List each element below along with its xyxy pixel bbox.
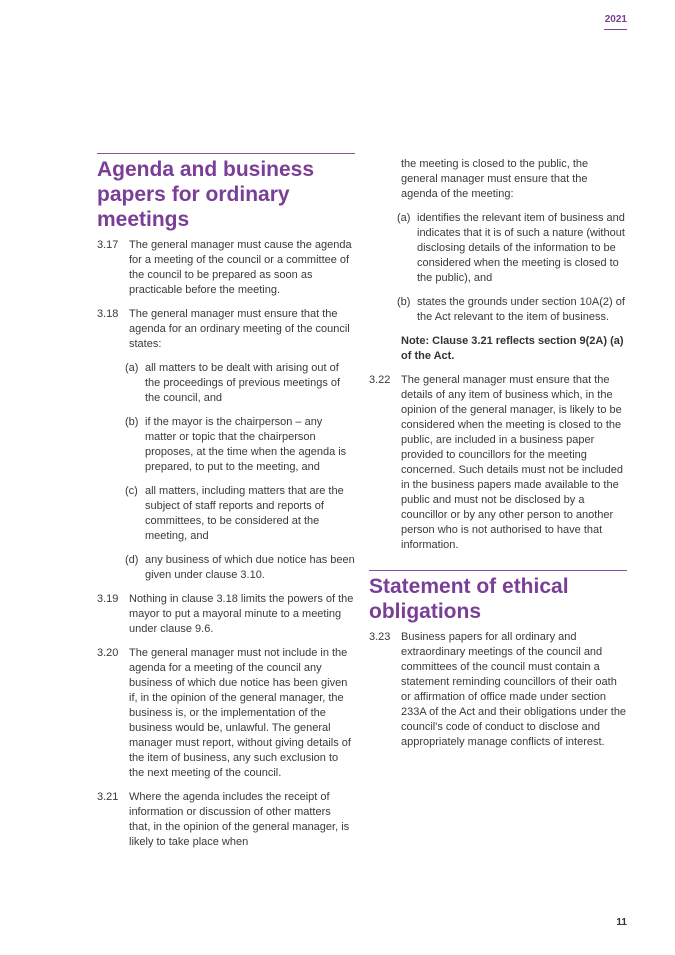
- clause-3-18-b: [125, 415, 355, 475]
- header-rule: [604, 29, 627, 30]
- clause-text: Where the agenda includes the receipt of information or discussion of other matters that, in the opinion of the general manager, is likely to take place when: [129, 791, 350, 848]
- clause-3-18-a: [125, 361, 355, 406]
- clause-3-19: [97, 592, 355, 637]
- clause-number: 3.19: [97, 593, 119, 605]
- clause-3-20: [97, 646, 355, 781]
- item-text: all matters to be dealt with arising out of the proceedings of previous meetings of the council, and: [145, 362, 341, 404]
- section-heading-ethical: Statement of ethical obligations: [369, 575, 569, 623]
- clause-3-21-b: [397, 295, 627, 325]
- clause-3-17: [97, 238, 355, 298]
- section-rule: [97, 153, 355, 154]
- clause-3-21: [97, 790, 355, 850]
- clause-number: 3.17: [97, 239, 119, 251]
- section-heading-agenda: Agenda and business papers for ordinary meetings: [97, 158, 315, 231]
- item-label: (a): [397, 212, 411, 224]
- right-column: [369, 157, 627, 759]
- clause-number: 3.18: [97, 308, 119, 320]
- clause-text: Nothing in clause 3.18 limits the powers of the mayor to put a mayoral minute to a meeting under clause 9.6.: [129, 593, 354, 635]
- clause-3-23: [369, 630, 627, 750]
- item-text: all matters, including matters that are the subject of staff reports and reports of committees, to be considered at the meeting, and: [145, 485, 344, 542]
- clause-number: 3.22: [369, 374, 391, 386]
- item-text: states the grounds under section 10A(2) of the Act relevant to the item of business.: [417, 296, 625, 323]
- clause-text: The general manager must cause the agenda for a meeting of the council or a committee of the council to be prepared as soon as practicable before the meeting.: [129, 239, 352, 296]
- item-text: any business of which due notice has been given under clause 3.10.: [145, 554, 355, 581]
- section-rule: [369, 570, 627, 571]
- clause-3-22: [369, 373, 627, 553]
- clause-number: 3.23: [369, 631, 391, 643]
- clause-text: The general manager must ensure that the agenda for an ordinary meeting of the council states:: [129, 308, 350, 350]
- item-label: (d): [125, 554, 139, 566]
- item-text: if the mayor is the chairperson – any matter or topic that the chairperson proposes, at the time when the agenda is prepared, to put to the meeting, and: [145, 416, 347, 473]
- clause-number: 3.21: [97, 791, 119, 803]
- clause-3-18: [97, 307, 355, 352]
- header-year: 2021: [604, 14, 627, 25]
- item-label: (b): [397, 296, 411, 308]
- clause-text: The general manager must ensure that the details of any item of business which, in the opinion of the general manager, is likely to be considered when the meeting is closed to the public, are included in a business paper provided to councillors for the meeting concerned. Such details must not be included in the business papers made available to the public and must not be disclosed by a councillor or by any other person to another person who is not authorised to have that information.: [401, 374, 623, 551]
- clause-text: The general manager must not include in the agenda for a meeting of the council any business of which due notice has been given if, in the opinion of the general manager, the business is, or the implementation of the business would be, unlawful. The general manager must report, without giving details of the item of business, any such exclusion to the next meeting of the council.: [129, 647, 351, 779]
- clause-number: 3.20: [97, 647, 119, 659]
- item-text: identifies the relevant item of business and indicates that it is of such a nature (without disclosing details of the information to be considered when the meeting is closed to the public), and: [417, 212, 625, 284]
- item-label: (b): [125, 416, 139, 428]
- clause-3-21-continued: the meeting is closed to the public, the general manager must ensure that the agenda of the meeting:: [401, 158, 589, 200]
- left-column: [97, 153, 355, 859]
- clause-3-21-a: [397, 211, 627, 286]
- clause-3-18-d: [125, 553, 355, 583]
- item-label: (c): [125, 485, 138, 497]
- clause-text: Business papers for all ordinary and extraordinary meetings of the council and committees of the council must contain a statement reminding councillors of their oath or affirmation of office made under section 233A of the Act and their obligations under the council's code of conduct to disclose and appropriately manage conflicts of interest.: [401, 631, 627, 748]
- item-label: (a): [125, 362, 139, 374]
- page-number: 11: [616, 917, 627, 928]
- clause-3-18-c: [125, 484, 355, 544]
- clause-note: Note: Clause 3.21 reflects section 9(2A) (a) of the Act.: [401, 335, 624, 362]
